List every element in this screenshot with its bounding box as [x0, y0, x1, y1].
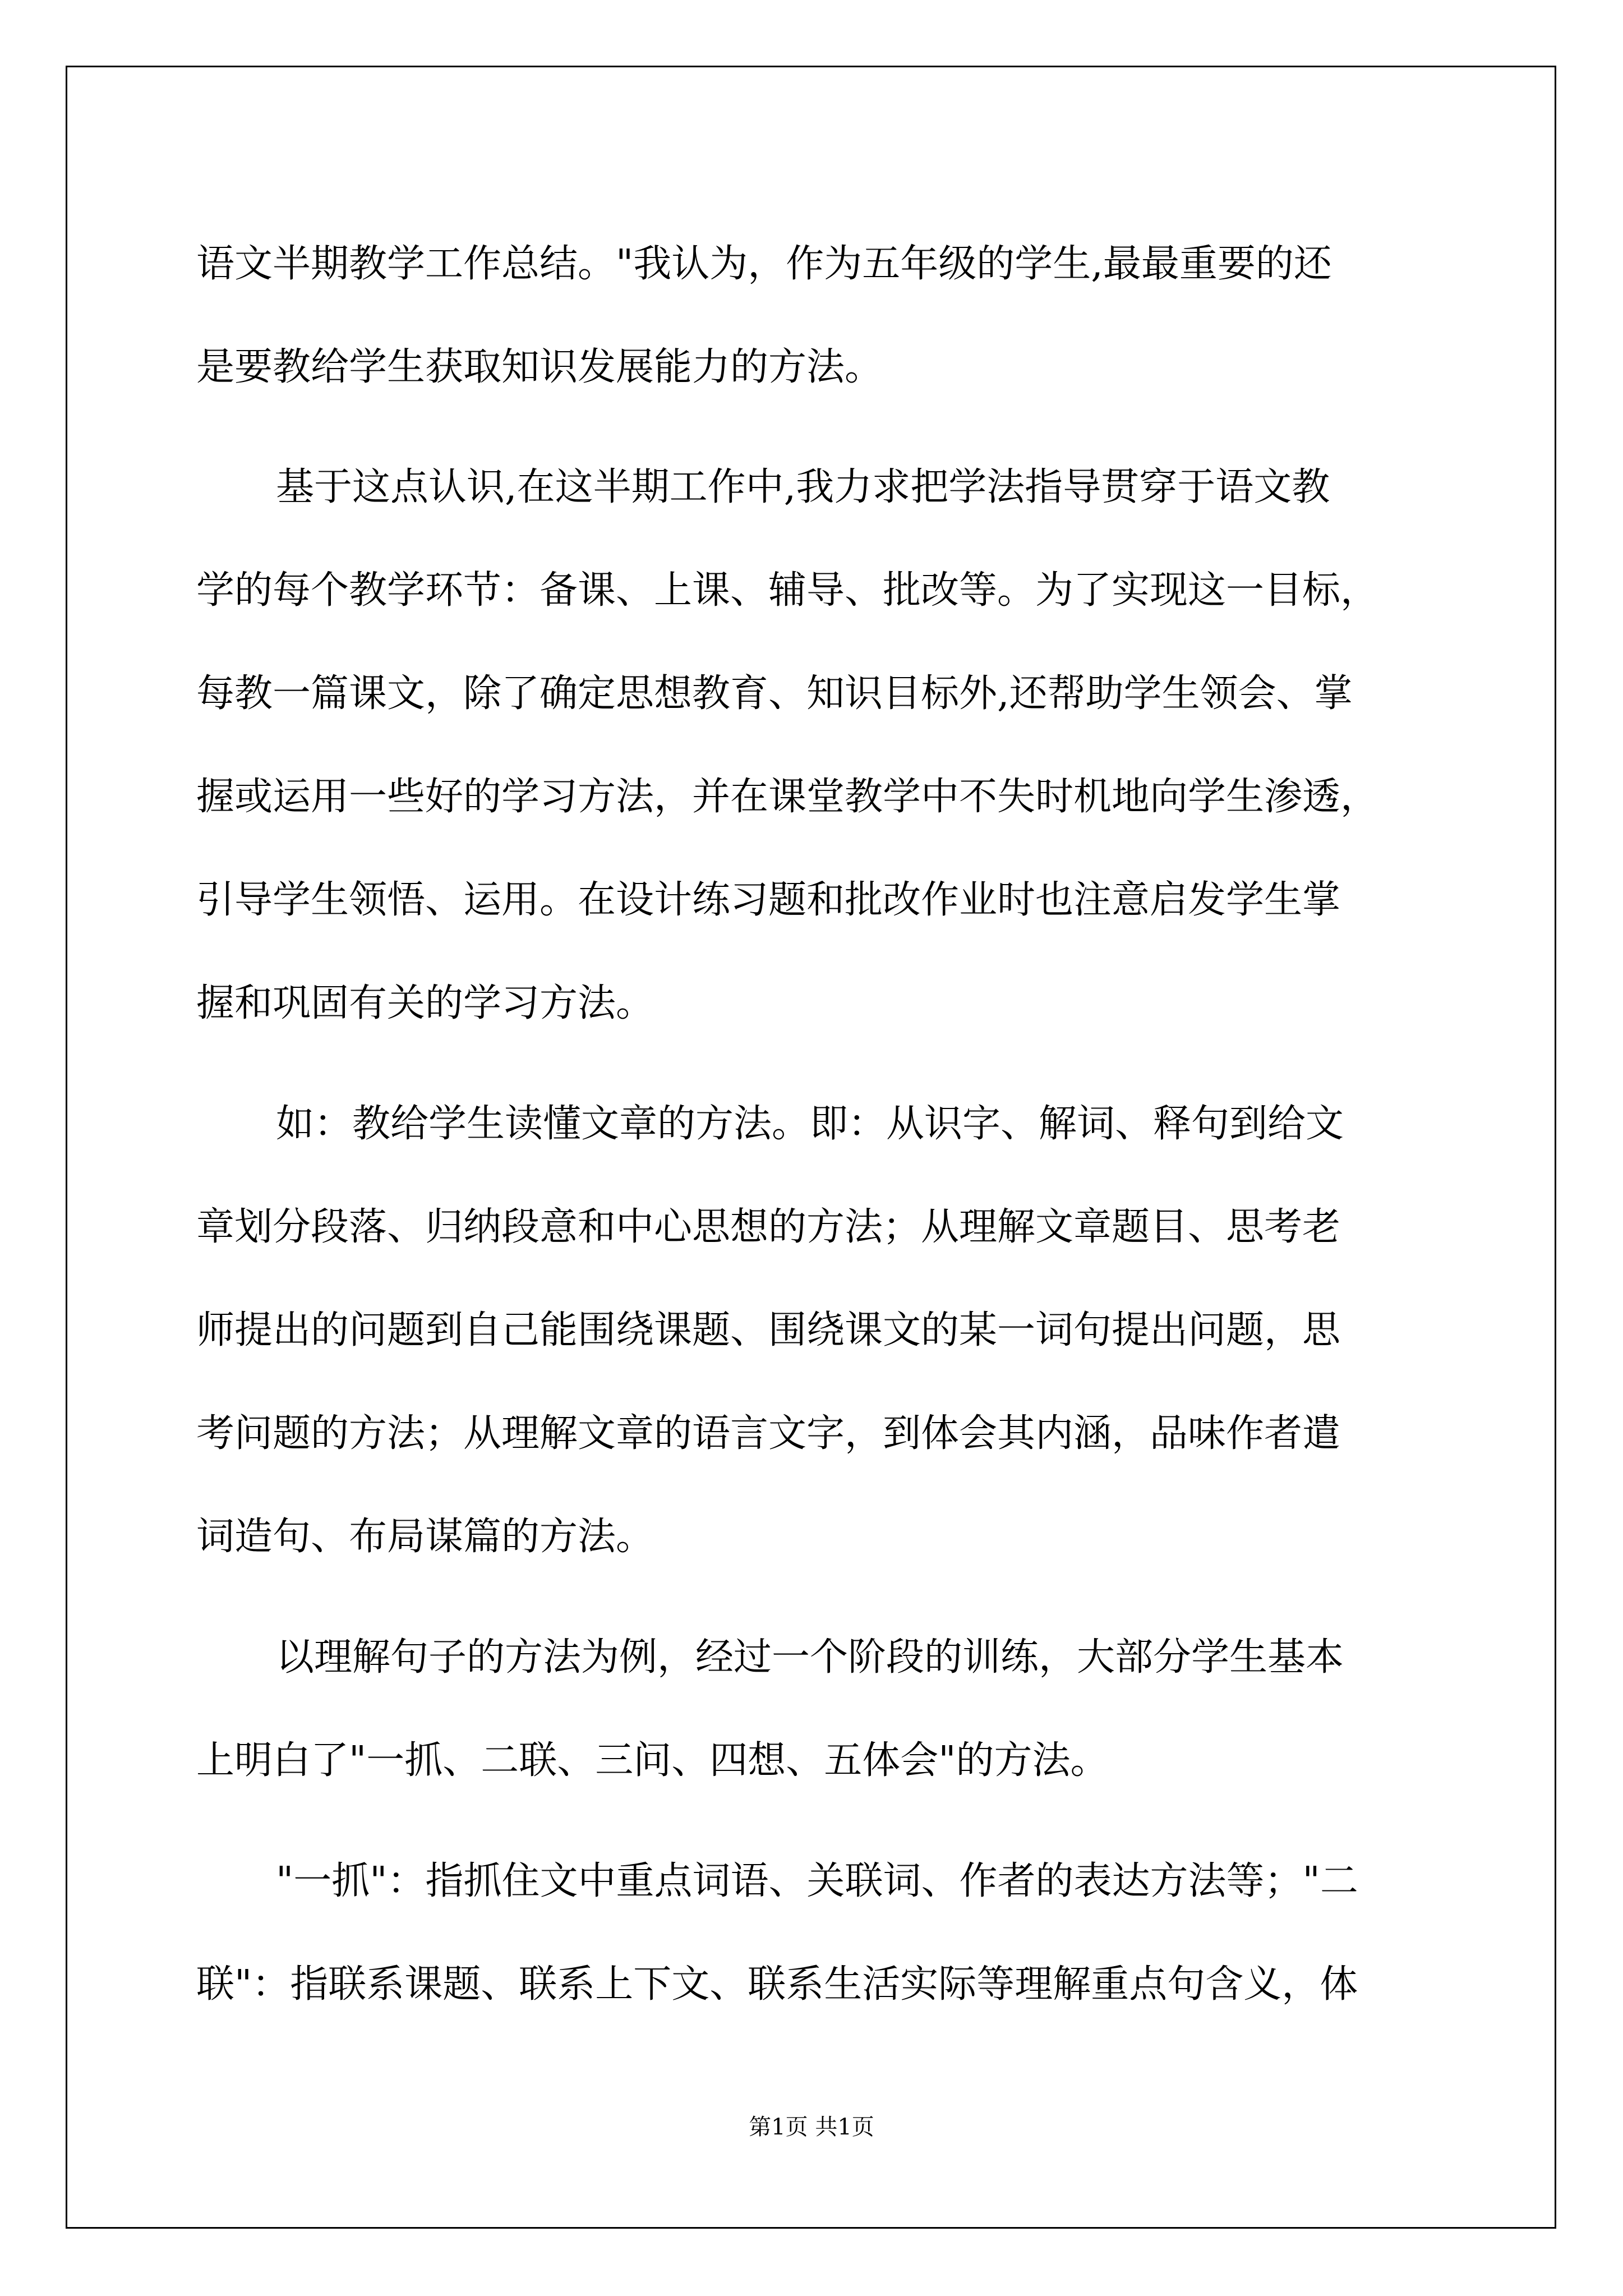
- text-line: 语文半期教学工作总结。"我认为，作为五年级的学生,最最重要的还: [196, 242, 1332, 286]
- text-line: 握或运用一些好的学习方法，并在课堂教学中不失时机地向学生渗透，: [196, 775, 1379, 819]
- text-line: 如：教给学生读懂文章的方法。即：从识字、解词、释句到给文: [276, 1102, 1344, 1146]
- text-line: 握和巩固有关的学习方法。: [196, 981, 654, 1025]
- text-line: 学的每个教学环节：备课、上课、辅导、批改等。为了实现这一目标，: [196, 568, 1379, 613]
- text-line: 以理解句子的方法为例，经过一个阶段的训练，大部分学生基本: [276, 1635, 1344, 1680]
- text-line: "一抓"：指抓住文中重点词语、关联词、作者的表达方法等；"二: [276, 1859, 1358, 1903]
- text-line: 章划分段落、归纳段意和中心思想的方法；从理解文章题目、思考老: [196, 1205, 1341, 1249]
- text-line: 基于这点认识,在这半期工作中,我力求把学法指导贯穿于语文教: [276, 465, 1330, 509]
- text-line: 引导学生领悟、运用。在设计练习题和批改作业时也注意启发学生掌: [196, 878, 1341, 922]
- text-line: 上明白了"一抓、二联、三问、四想、五体会"的方法。: [196, 1738, 1109, 1783]
- text-line: 每教一篇课文，除了确定思想教育、知识目标外,还帮助学生领会、掌: [196, 671, 1353, 716]
- text-line: 词造句、布局谋篇的方法。: [196, 1515, 654, 1559]
- page-number-footer: 第1页 共1页: [749, 2114, 874, 2140]
- text-line: 联"：指联系课题、联系上下文、联系生活实际等理解重点句含义，体: [196, 1962, 1358, 2007]
- text-line: 考问题的方法；从理解文章的语言文字，到体会其内涵，品味作者遣: [196, 1411, 1341, 1456]
- text-line: 师提出的问题到自己能围绕课题、围绕课文的某一词句提出问题，思: [196, 1308, 1341, 1352]
- text-line: 是要教给学生获取知识发展能力的方法。: [196, 345, 883, 389]
